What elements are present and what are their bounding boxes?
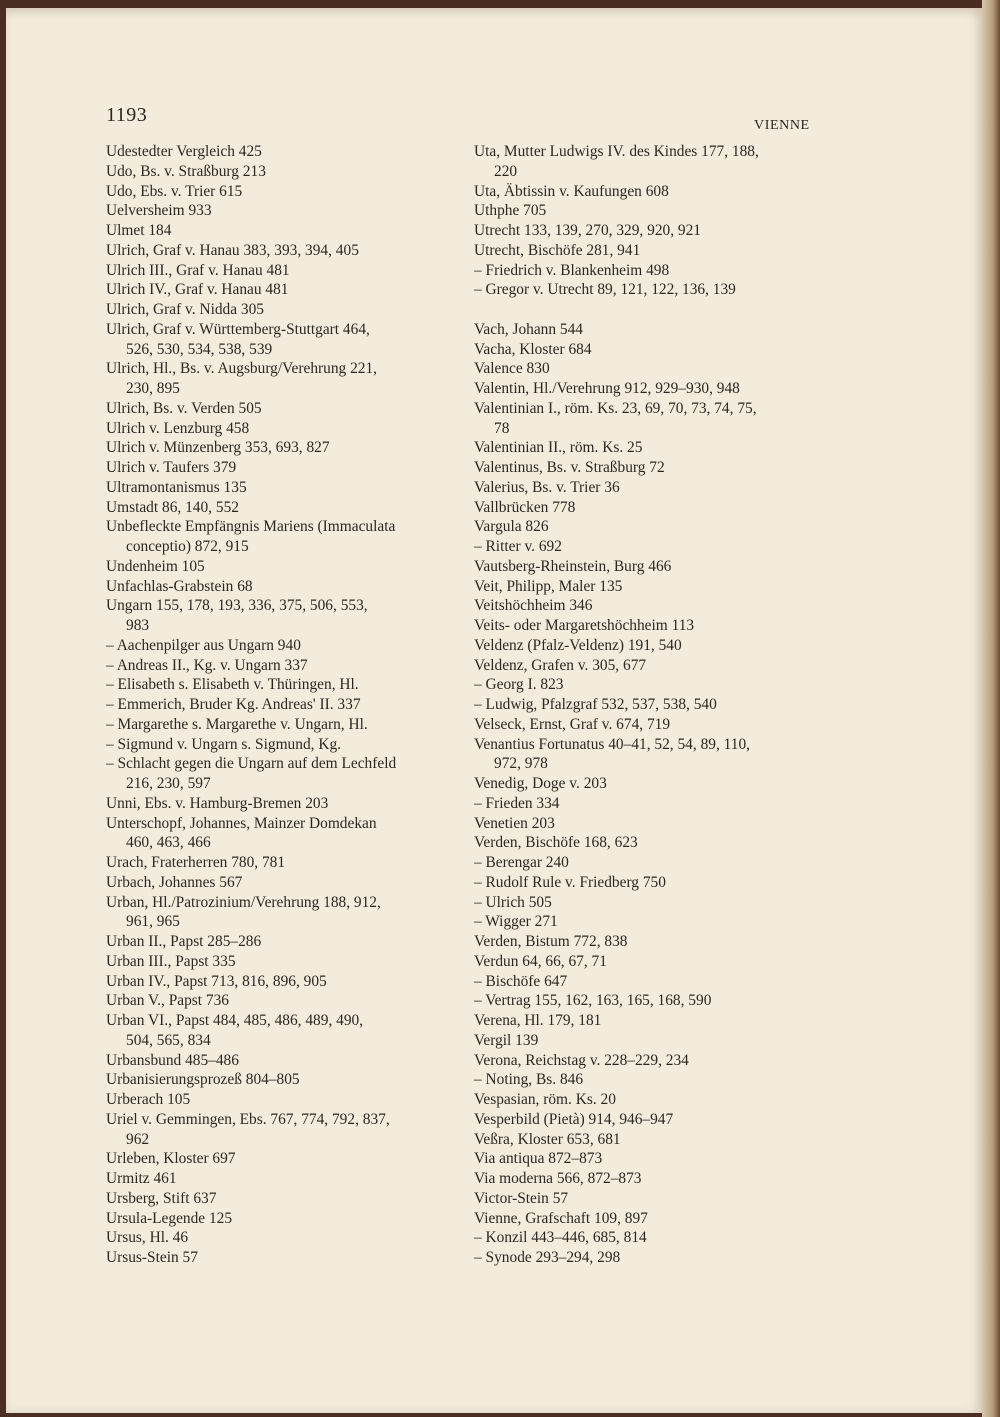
index-entry-continuation: 972, 978: [494, 755, 548, 773]
index-entry: – Rudolf Rule v. Friedberg 750: [474, 873, 666, 891]
index-entry: – Friedrich v. Blankenheim 498: [474, 261, 670, 279]
index-entry: Veßra, Kloster 653, 681: [474, 1130, 621, 1148]
index-entry: Urbach, Johannes 567: [106, 873, 243, 891]
index-entry: Valerius, Bs. v. Trier 36: [474, 478, 620, 496]
index-entry: Urach, Fraterherren 780, 781: [106, 854, 286, 871]
index-entry: Ulrich, Hl., Bs. v. Augsburg/Verehrung 221,: [106, 360, 378, 378]
index-entry: Veits- oder Margaretshöchheim 113: [474, 617, 695, 634]
index-entry: Valentinian I., röm. Ks. 23, 69, 70, 73, 74, 75,: [474, 399, 757, 417]
index-entry: Urban VI., Papst 484, 485, 486, 489, 490,: [106, 1012, 364, 1029]
index-entry: Via moderna 566, 872–873: [474, 1170, 642, 1187]
index-entry: – Wigger 271: [474, 913, 558, 931]
index-entry: Ursula-Legende 125: [106, 1209, 233, 1227]
index-entry: Ursus-Stein 57: [106, 1249, 198, 1266]
index-entry: Verena, Hl. 179, 181: [474, 1012, 602, 1029]
index-entry: Urbanisierungsprozeß 804–805: [106, 1071, 300, 1089]
index-entry: Veitshöchheim 346: [474, 597, 593, 615]
index-entry-continuation: conceptio) 872, 915: [126, 538, 249, 555]
index-entry: Uta, Mutter Ludwigs IV. des Kindes 177, 188,: [474, 143, 759, 160]
index-entry-continuation: 220: [494, 162, 518, 180]
index-entry: Vergil 139: [474, 1031, 539, 1049]
index-entry: Unni, Ebs. v. Hamburg-Bremen 203: [106, 794, 329, 812]
index-entry: Urban III., Papst 335: [106, 952, 236, 970]
index-entry: Unterschopf, Johannes, Mainzer Domdekan: [106, 814, 377, 832]
index-entry: Valentin, Hl./Verehrung 912, 929–930, 948: [474, 380, 740, 397]
index-entry: Udestedter Vergleich 425: [106, 143, 262, 160]
index-entry: Udo, Bs. v. Straßburg 213: [106, 162, 266, 180]
running-head: VIENNE: [754, 118, 810, 133]
index-entry: Ulrich III., Graf v. Hanau 481: [106, 261, 290, 279]
index-entry: Verden, Bischöfe 168, 623: [474, 834, 638, 852]
page-sheet: [6, 8, 982, 1413]
index-entry: Veldenz (Pfalz-Veldenz) 191, 540: [474, 636, 682, 654]
index-entry: – Ritter v. 692: [474, 538, 562, 555]
index-entry: Ulrich IV., Graf v. Hanau 481: [106, 281, 289, 299]
index-entry: Urban, Hl./Patrozinium/Verehrung 188, 912,: [106, 893, 381, 911]
index-entry: Unfachlas-Grabstein 68: [106, 577, 253, 595]
index-entry: Ulmet 184: [106, 222, 172, 239]
index-entry: Urleben, Kloster 697: [106, 1150, 236, 1168]
index-entry: Uriel v. Gemmingen, Ebs. 767, 774, 792, 837,: [106, 1110, 390, 1128]
index-entry: Veit, Philipp, Maler 135: [474, 577, 623, 595]
index-entry: Venedig, Doge v. 203: [474, 775, 607, 792]
index-entry-continuation: 216, 230, 597: [126, 775, 211, 792]
index-entry: Undenheim 105: [106, 557, 205, 575]
page-edge: [982, 0, 1000, 1417]
index-entry: Ulrich v. Münzenberg 353, 693, 827: [106, 439, 330, 457]
index-entry: Verdun 64, 66, 67, 71: [474, 952, 607, 970]
index-entry: – Aachenpilger aus Ungarn 940: [106, 636, 301, 654]
index-entry: – Schlacht gegen die Ungarn auf dem Lechfeld: [106, 755, 397, 773]
index-entry: Urberach 105: [106, 1091, 191, 1108]
index-entry: Via antiqua 872–873: [474, 1150, 603, 1168]
index-entry: Venetien 203: [474, 814, 555, 832]
index-entry-continuation: 526, 530, 534, 538, 539: [126, 340, 273, 358]
index-entry: Ulrich, Graf v. Württemberg-Stuttgart 464,: [106, 320, 370, 338]
index-entry: Vienne, Grafschaft 109, 897: [474, 1209, 648, 1227]
index-entry-continuation: 961, 965: [126, 913, 180, 931]
index-entry: Ulrich, Bs. v. Verden 505: [106, 399, 262, 417]
index-entry: – Noting, Bs. 846: [474, 1071, 584, 1089]
index-entry: Umstadt 86, 140, 552: [106, 498, 239, 516]
index-entry: – Frieden 334: [474, 794, 560, 812]
index-entry: Verden, Bistum 772, 838: [474, 933, 628, 950]
index-entry: – Gregor v. Utrecht 89, 121, 122, 136, 139: [474, 281, 736, 299]
index-entry: Ultramontanismus 135: [106, 478, 247, 496]
index-entry: Vargula 826: [474, 518, 549, 536]
index-entry: Verona, Reichstag v. 228–229, 234: [474, 1051, 689, 1069]
index-entry: Uta, Äbtissin v. Kaufungen 608: [474, 182, 669, 200]
index-entry-continuation: 504, 565, 834: [126, 1031, 211, 1049]
index-entry: – Elisabeth s. Elisabeth v. Thüringen, Hl.: [106, 676, 359, 694]
index-entry: – Ludwig, Pfalzgraf 532, 537, 538, 540: [474, 696, 717, 713]
index-entry: – Synode 293–294, 298: [474, 1249, 621, 1266]
index-entry: Vallbrücken 778: [474, 498, 576, 516]
index-entry: Ursus, Hl. 46: [106, 1229, 189, 1247]
index-entry: – Emmerich, Bruder Kg. Andreas' II. 337: [106, 696, 361, 713]
index-entry: – Andreas II., Kg. v. Ungarn 337: [106, 656, 308, 674]
index-entry: – Georg I. 823: [474, 676, 564, 694]
index-entry-continuation: 78: [494, 419, 510, 437]
index-entry: Ulrich, Graf v. Nidda 305: [106, 301, 264, 318]
index-entry-continuation: 230, 895: [126, 380, 180, 397]
index-entry: Vach, Johann 544: [474, 320, 583, 338]
index-entry: – Margarethe s. Margarethe v. Ungarn, Hl.: [106, 715, 368, 733]
index-entry: Vespasian, röm. Ks. 20: [474, 1091, 616, 1108]
index-entry: Victor-Stein 57: [474, 1189, 569, 1207]
index-entry: Ursberg, Stift 637: [106, 1189, 217, 1207]
section-gap: [474, 300, 820, 320]
index-entry: Udo, Ebs. v. Trier 615: [106, 182, 243, 200]
index-entry: Urban IV., Papst 713, 816, 896, 905: [106, 972, 327, 990]
index-entry: – Konzil 443–446, 685, 814: [474, 1229, 647, 1247]
index-column-right: [474, 142, 820, 1268]
index-entry: Valence 830: [474, 360, 550, 378]
index-entry: – Bischöfe 647: [474, 972, 568, 990]
index-entry: Ulrich v. Lenzburg 458: [106, 419, 250, 437]
index-entry: Urban V., Papst 736: [106, 992, 229, 1010]
index-entry: Urmitz 461: [106, 1170, 177, 1187]
index-entry-continuation: 983: [126, 617, 150, 634]
index-entry: Urbansbund 485–486: [106, 1051, 239, 1069]
index-entry: Ulrich v. Taufers 379: [106, 459, 237, 476]
index-entry: Uthphe 705: [474, 202, 547, 220]
index-column-left: [106, 142, 442, 1268]
index-entry: Ungarn 155, 178, 193, 336, 375, 506, 553,: [106, 597, 368, 615]
index-entry: Ulrich, Graf v. Hanau 383, 393, 394, 405: [106, 241, 359, 259]
index-entry: – Ulrich 505: [474, 893, 552, 911]
index-entry: Unbefleckte Empfängnis Mariens (Immaculata: [106, 518, 396, 536]
index-entry: Vacha, Kloster 684: [474, 340, 592, 358]
index-entry: Valentinus, Bs. v. Straßburg 72: [474, 459, 665, 476]
index-entry: Utrecht 133, 139, 270, 329, 920, 921: [474, 222, 701, 239]
index-entry: – Berengar 240: [474, 854, 569, 871]
index-entry: Vautsberg-Rheinstein, Burg 466: [474, 557, 672, 575]
index-entry-continuation: 460, 463, 466: [126, 834, 211, 852]
index-entry: Valentinian II., röm. Ks. 25: [474, 439, 643, 457]
index-entry-continuation: 962: [126, 1130, 150, 1148]
index-entry: – Sigmund v. Ungarn s. Sigmund, Kg.: [106, 735, 341, 753]
index-entry: – Vertrag 155, 162, 163, 165, 168, 590: [474, 992, 712, 1010]
index-entry: Velseck, Ernst, Graf v. 674, 719: [474, 715, 671, 733]
page-number: 1193: [106, 104, 148, 126]
index-entry: Venantius Fortunatus 40–41, 52, 54, 89, 110,: [474, 735, 751, 753]
index-entry: Veldenz, Grafen v. 305, 677: [474, 656, 647, 674]
index-entry: Uelversheim 933: [106, 202, 212, 220]
index-entry: Vesperbild (Pietà) 914, 946–947: [474, 1110, 674, 1128]
index-entry: Utrecht, Bischöfe 281, 941: [474, 241, 641, 259]
index-entry: Urban II., Papst 285–286: [106, 933, 262, 950]
